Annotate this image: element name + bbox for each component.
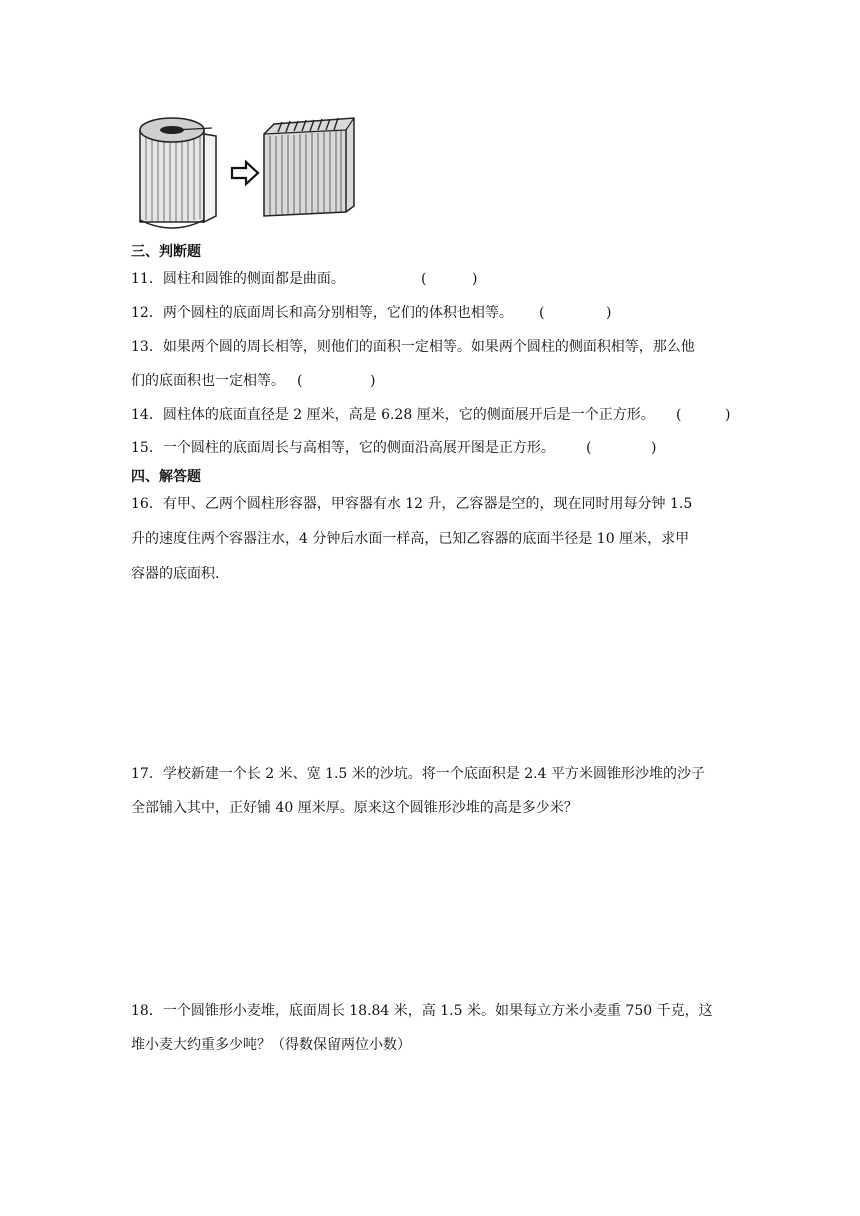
section-heading-answer: 四、解答题 [131, 469, 201, 485]
question-18-line-2: 堆小麦大约重多少吨？（得数保留两位小数） [131, 1037, 411, 1053]
cylinder-unroll-figure [134, 112, 364, 230]
question-16-line-3: 容器的底面积. [131, 566, 220, 582]
q11-close-bracket: ) [472, 271, 478, 287]
q11-open-bracket: ( [421, 271, 427, 287]
q13-open-bracket: ( [297, 373, 303, 389]
q12-close-bracket: ) [606, 305, 612, 321]
question-11: 11．圆柱和圆锥的侧面都是曲面。 [131, 271, 345, 287]
q13-close-bracket: ) [370, 373, 376, 389]
question-15: 15．一个圆柱的底面周长与高相等，它的侧面沿高展开图是正方形。 [131, 440, 555, 456]
q15-close-bracket: ) [651, 440, 657, 456]
question-13-line-2: 们的底面积也一定相等。 [131, 373, 285, 389]
question-16-line-2: 升的速度住两个容器注水，4 分钟后水面一样高，已知乙容器的底面半径是 10 厘米，求甲 [131, 531, 690, 547]
arrow-right-icon [232, 162, 258, 184]
question-16-line-1: 16．有甲、乙两个圆柱形容器，甲容器有水 12 升，乙容器是空的，现在同时用每分钟 1.5 [131, 496, 693, 512]
question-17-line-2: 全部铺入其中，正好铺 40 厘米厚。原来这个圆锥形沙堆的高是多少米？ [131, 800, 578, 816]
question-12: 12．两个圆柱的底面周长和高分别相等，它们的体积也相等。 [131, 305, 513, 321]
q15-open-bracket: ( [586, 440, 592, 456]
q14-open-bracket: ( [676, 407, 682, 423]
question-18-line-1: 18．一个圆锥形小麦堆，底面周长 18.84 米，高 1.5 米。如果每立方米小麦重 750 千克，这 [131, 1003, 713, 1019]
q14-close-bracket: ) [725, 407, 731, 423]
cylinder-drawing [140, 118, 216, 228]
section-heading-judge: 三、判断题 [131, 244, 201, 260]
question-17-line-1: 17．学校新建一个长 2 米、宽 1.5 米的沙坑。将一个底面积是 2.4 平方米圆锥形沙堆的沙子 [131, 766, 705, 782]
question-13-line-1: 13．如果两个圆的周长相等，则他们的面积一定相等。如果两个圆柱的侧面积相等，那么他 [131, 339, 695, 355]
q12-open-bracket: ( [539, 305, 545, 321]
unrolled-rectangle-drawing [264, 118, 354, 216]
question-14: 14．圆柱体的底面直径是 2 厘米，高是 6.28 厘米，它的侧面展开后是一个正方形。 [131, 407, 655, 423]
